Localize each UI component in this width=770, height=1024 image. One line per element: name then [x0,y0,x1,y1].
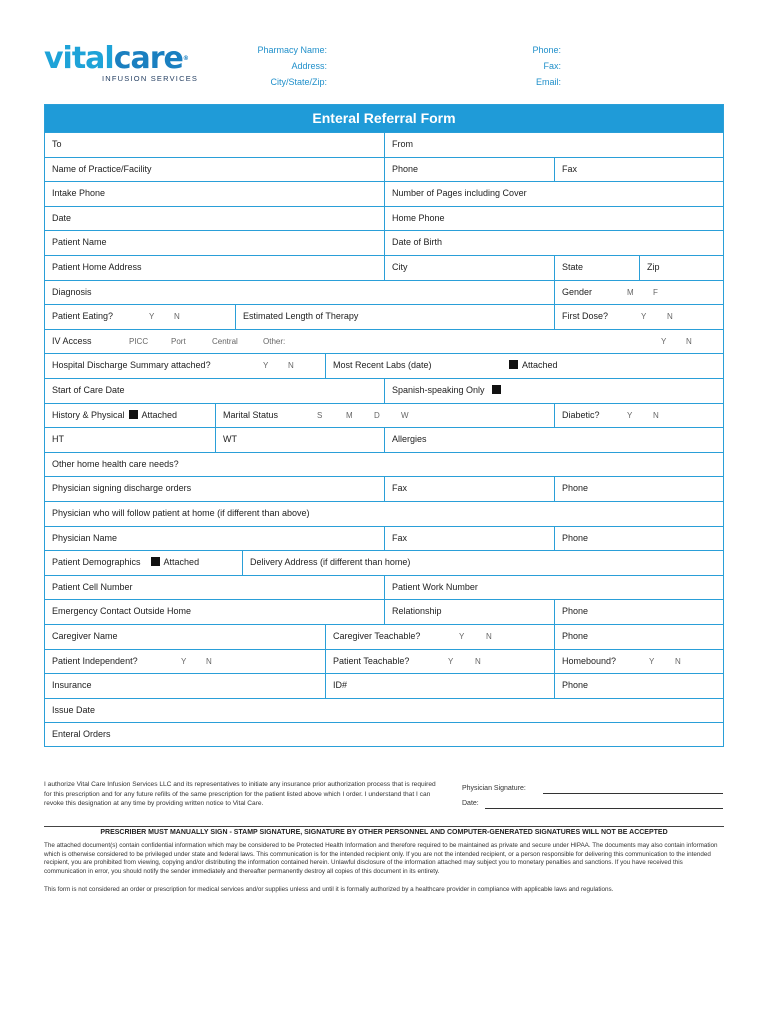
marital-d-option[interactable]: D [374,410,380,420]
form-row [45,132,723,157]
physician-fax-field[interactable]: Fax [384,527,554,551]
header-fax-label: Fax: [543,61,561,71]
home-address-field[interactable]: Patient Home Address [52,262,142,272]
physician-discharge-field[interactable]: Physician signing discharge orders [52,483,192,494]
demographics-label: Patient Demographics [52,557,141,568]
iv-other-option[interactable]: Other: [263,336,286,346]
patient-eating-field[interactable] [45,305,235,329]
first-dose-label: First Dose? [562,311,609,322]
header-email-label: Email: [535,77,561,87]
patient-teachable-n-option[interactable]: N [475,656,481,666]
iv-port-option[interactable]: Port [171,336,186,346]
discharge-y-option[interactable]: Y [263,361,269,371]
physician-discharge-fax-field[interactable]: Fax [384,477,554,501]
spanish-label: Spanish-speaking Only [392,385,485,395]
recent-labs-label: Most Recent Labs (date) [333,360,432,371]
diabetic-field[interactable] [554,404,723,428]
history-attached-label: Attached [141,409,178,420]
iv-central-option[interactable]: Central [212,336,238,346]
eating-y-option[interactable]: Y [149,312,155,322]
homebound-y-option[interactable]: Y [649,656,655,666]
demographics-attached-label: Attached [163,557,200,568]
form-row [45,403,723,428]
independent-y-option[interactable]: Y [181,656,187,666]
divider [44,826,724,827]
zip-field[interactable]: Zip [639,256,723,280]
physician-follow-field[interactable]: Physician who will follow patient at home (if different than above) [52,508,310,518]
caregiver-name-field[interactable]: Caregiver Name [52,631,118,641]
form-row [45,501,723,526]
iv-access-label: IV Access [52,335,92,346]
form-row [45,181,723,206]
caregiver-teachable-field[interactable] [325,625,554,649]
iv-y-option[interactable]: Y [661,336,667,346]
state-field[interactable]: State [554,256,639,280]
date-field[interactable]: Date [52,212,72,223]
form-row [45,698,723,723]
wt-field[interactable]: WT [215,428,384,452]
phone-field[interactable]: Phone [384,158,554,182]
labs-attached-label: Attached [522,360,558,371]
iv-picc-option[interactable]: PICC [129,336,149,346]
vitalcare-logo: vitalcare® INFUSION SERVICES [44,41,199,83]
checkbox-icon [509,360,518,369]
history-physical-field[interactable] [45,404,215,428]
issue-date-field[interactable]: Issue Date [52,704,96,715]
form-row [45,550,723,575]
patient-teachable-field[interactable] [325,650,554,674]
caregiver-teachable-label: Caregiver Teachable? [333,631,421,641]
dob-field[interactable]: Date of Birth [384,231,723,255]
independent-n-option[interactable]: N [206,656,212,666]
marital-w-option[interactable]: W [401,410,409,420]
form-row [45,427,723,452]
spanish-field[interactable] [384,379,723,403]
first-dose-y-option[interactable]: Y [641,312,647,322]
emergency-phone-field[interactable]: Phone [554,600,723,624]
form-row [45,255,723,280]
header-phone-label: Phone: [532,45,561,55]
to-field[interactable]: To [52,139,62,149]
caregiver-teachable-n-option[interactable]: N [486,632,492,641]
homebound-n-option[interactable]: N [675,656,681,666]
form-row [45,329,723,354]
cell-number-field[interactable]: Patient Cell Number [52,581,133,592]
iv-n-option[interactable]: N [686,336,692,346]
diabetic-n-option[interactable]: N [653,410,659,420]
diabetic-y-option[interactable]: Y [627,410,633,420]
form-title: Enteral Referral Form [45,105,723,132]
logo-subtitle: INFUSION SERVICES [102,74,199,83]
confidentiality-notice: The attached document(s) contain confidential information which may be considered to be Protected Health Information and therefore required to be maintained as private and secure under HIPAA. The documents may also contain information which is otherwise considered to be privileged under state and federal laws. This communication is for the intended recipient only. If you are not the intended recipient, or a person responsible for delivering this communication to the intended recipient, you are prohibited from viewing, copying and/or distributing the information contained herein. Unlawful disclosure of the information attached may subject you to monetary penalties and sanctions. If you have received this communication in error, you should notify the sender immediately and thereafter permanently destroy all copies of this document in its entirety. [44,842,718,875]
form-row [45,624,723,649]
form-row [45,452,723,477]
marital-s-option[interactable]: S [317,410,323,420]
first-dose-n-option[interactable]: N [667,312,673,322]
form-row [45,378,723,403]
form-row [45,649,723,674]
home-phone-field[interactable]: Home Phone [384,207,723,231]
pharmacy-name-label: Pharmacy Name: [257,45,327,55]
labs-attached-checkbox[interactable] [505,354,558,376]
history-checkbox[interactable] [129,410,138,419]
marital-status-label: Marital Status [223,409,279,420]
patient-name-field[interactable]: Patient Name [52,237,107,248]
signature-date-label: Date: [462,800,479,807]
physician-signature-label: Physician Signature: [462,785,526,792]
form-row [45,353,723,378]
insurance-field[interactable]: Insurance [52,680,92,691]
other-needs-field[interactable]: Other home health care needs? [52,458,179,469]
id-field[interactable]: ID# [325,674,554,698]
gender-field[interactable] [554,281,723,305]
marital-status-field[interactable] [215,404,554,428]
ht-field[interactable]: HT [52,434,64,445]
discharge-n-option[interactable]: N [288,361,294,371]
patient-teachable-label: Patient Teachable? [333,655,410,666]
enteral-referral-form [44,104,724,747]
physician-phone-field[interactable]: Phone [554,527,723,551]
allergies-field[interactable]: Allergies [384,428,723,452]
from-field[interactable]: From [384,133,723,157]
eating-n-option[interactable]: N [174,312,180,322]
form-row [45,157,723,182]
history-physical-label: History & Physical [52,409,125,420]
patient-independent-label: Patient Independent? [52,655,138,666]
form-row [45,526,723,551]
delivery-address-field[interactable]: Delivery Address (if different than home) [242,551,723,575]
diabetic-label: Diabetic? [562,409,600,420]
caregiver-teachable-y-option[interactable]: Y [459,632,465,641]
authorization-text: I authorize Vital Care Infusion Services LLC and its representatives to initiate any insurance prior authorization process that is required for this prescription and for any future refills of the same prescription for the patient listed above which I order. I understand that I can revoke this designation at any time by providing written notice to Vital Care. [44,781,436,807]
gender-f-option[interactable]: F [653,287,658,297]
discharge-summary-label: Hospital Discharge Summary attached? [52,360,211,371]
discharge-summary-field[interactable] [45,354,325,378]
homebound-field[interactable] [554,650,723,674]
fax-field[interactable]: Fax [554,158,723,182]
form-row [45,599,723,624]
physician-name-field[interactable]: Physician Name [52,532,118,543]
diagnosis-field[interactable]: Diagnosis [52,286,92,297]
patient-teachable-y-option[interactable]: Y [448,656,454,666]
date-line[interactable] [485,808,723,809]
form-row [45,206,723,231]
relationship-field[interactable]: Relationship [384,600,554,624]
order-disclaimer: This form is not considered an order or prescription for medical services and/or supplies unless and until it is formally authorized by a healthcare provider in compliance with applicable laws and regulations. [44,886,614,893]
intake-phone-field[interactable]: Intake Phone [52,188,106,199]
spanish-checkbox[interactable] [492,385,501,394]
form-row [45,476,723,501]
pages-field[interactable]: Number of Pages including Cover [384,182,723,206]
work-number-field[interactable]: Patient Work Number [384,576,723,600]
first-dose-field[interactable] [554,305,723,329]
marital-m-option[interactable]: M [346,410,353,420]
practice-field[interactable]: Name of Practice/Facility [52,163,152,174]
city-field[interactable]: City [384,256,554,280]
therapy-length-field[interactable]: Estimated Length of Therapy [235,305,554,329]
demographics-checkbox[interactable] [151,557,160,566]
address-label: Address: [291,61,327,71]
signature-line[interactable] [543,793,723,794]
gender-m-option[interactable]: M [627,287,634,297]
form-row [45,230,723,255]
physician-discharge-phone-field[interactable]: Phone [554,477,723,501]
demographics-field[interactable] [45,551,242,575]
form-row [45,280,723,305]
form-row [45,575,723,600]
city-state-zip-label: City/State/Zip: [270,77,327,87]
form-row [45,673,723,698]
prescriber-notice: PRESCRIBER MUST MANUALLY SIGN - STAMP SIGNATURE, SIGNATURE BY OTHER PERSONNEL AND COMPUTER-GENERATED SIGNATURES WILL NOT BE ACCEPTED [100,829,668,836]
form-row [45,304,723,329]
enteral-orders-field[interactable]: Enteral Orders [52,729,111,740]
caregiver-phone-field[interactable]: Phone [554,625,723,649]
insurance-phone-field[interactable]: Phone [554,674,723,698]
form-row [45,722,723,747]
start-of-care-field[interactable]: Start of Care Date [52,385,125,395]
gender-label: Gender [562,286,593,297]
patient-eating-label: Patient Eating? [52,311,114,322]
homebound-label: Homebound? [562,655,617,666]
emergency-contact-field[interactable]: Emergency Contact Outside Home [52,606,192,617]
